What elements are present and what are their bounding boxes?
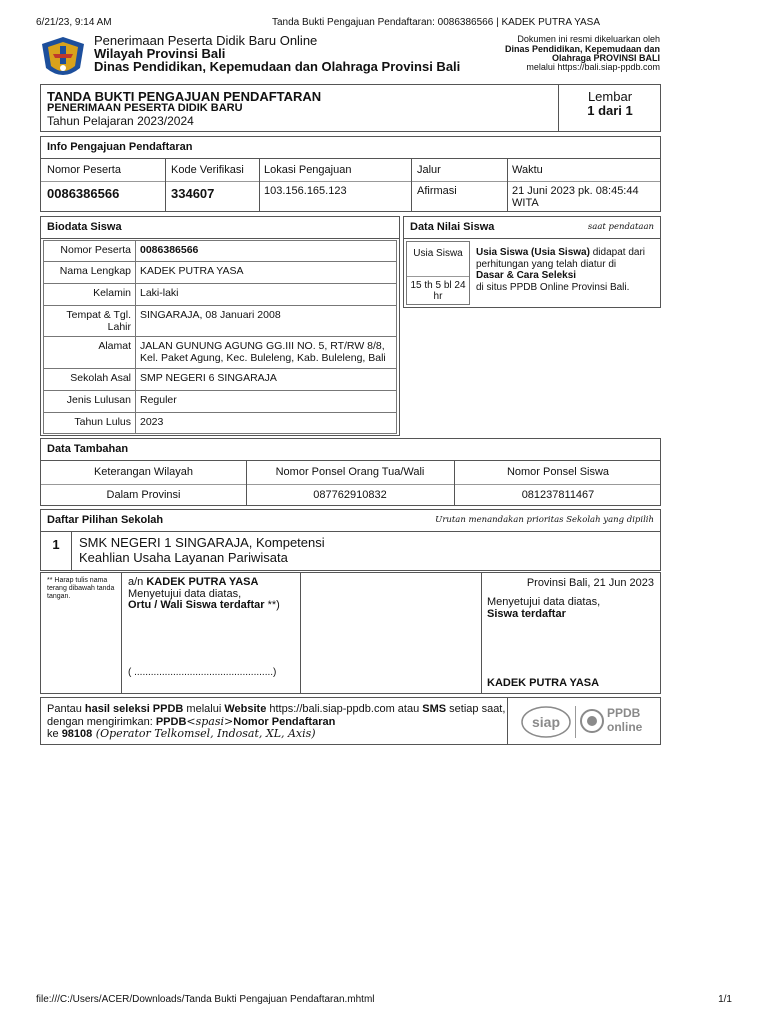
doc-subtitle: PENERIMAAN PESERTA DIDIK BARU <box>47 102 243 114</box>
biodata-sekolah-value: SMP NEGERI 6 SINGARAJA <box>136 369 397 391</box>
nilai-description: Usia Siswa (Usia Siswa) didapat dari perhitungan yang telah diatur di Dasar & Cara Seleksi di situs PPDB Online Provinsi Bali. <box>476 247 645 293</box>
usia-cell <box>406 241 470 305</box>
table-row: Jenis Lulusan Reguler <box>44 391 397 413</box>
print-datetime: 6/21/23, 9:14 AM <box>36 17 112 28</box>
tambahan-wilayah-value: Dalam Provinsi <box>106 489 181 501</box>
sheet-value: 1 dari 1 <box>587 103 633 118</box>
info-header-waktu: Waktu <box>512 164 543 176</box>
usia-label: Usia Siswa <box>413 248 463 259</box>
table-row: Nomor Peserta 0086386566 <box>44 241 397 262</box>
student-signature-name: KADEK PUTRA YASA <box>487 677 600 689</box>
pilihan-school: SMK NEGERI 1 SINGARAJA, Kompetensi Keahlian Usaha Layanan Pariwisata <box>79 535 325 565</box>
header-line3: Dinas Pendidikan, Kepemudaan dan Olahraga Provinsi Bali <box>94 59 461 74</box>
usia-value: 15 th 5 bl 24 hr <box>410 280 466 302</box>
biodata-nomor-value: 0086386566 <box>136 241 397 262</box>
header-right1: Dokumen ini resmi dikeluarkan oleh <box>517 34 660 44</box>
print-page-number: 1/1 <box>718 994 732 1005</box>
tambahan-siswa-value: 081237811467 <box>521 489 595 501</box>
siswa-sign-block: Menyetujui data diatas, Siswa terdaftar <box>487 596 601 620</box>
biodata-ttl-value: SINGARAJA, 08 Januari 2008 <box>136 306 397 337</box>
siap-logo-text: siap <box>531 714 560 730</box>
biodata-title: Biodata Siswa <box>41 217 399 239</box>
tambahan-ortu-value: 087762910832 <box>313 489 387 501</box>
table-row: Nama Lengkap KADEK PUTRA YASA <box>44 262 397 284</box>
nilai-title: Data Nilai Siswa <box>404 217 660 239</box>
table-row: Kelamin Laki-laki <box>44 284 397 306</box>
signature-section <box>40 572 661 694</box>
sign-note: ** Harap tulis nama terang dibawah tanda tangan. <box>47 577 115 601</box>
siap-logo <box>521 706 571 738</box>
bali-emblem-icon <box>38 36 88 82</box>
print-page-title: Tanda Bukti Pengajuan Pendaftaran: 0086386566 | KADEK PUTRA YASA <box>272 17 601 28</box>
tambahan-header-wilayah: Keterangan Wilayah <box>93 466 194 478</box>
pilihan-section <box>40 509 661 571</box>
ortu-signature-blank: ( ..................................................) <box>128 667 277 678</box>
ppdb-online-text: online <box>607 720 643 734</box>
biodata-kelamin-value: Laki-laki <box>136 284 397 306</box>
footer-text: Pantau hasil seleksi PPDB melalui Website https://bali.siap-ppdb.com atau SMS setiap saat, dengan mengirimkan: PPDB<spasi>Nomor Pendaftaran ke 98108 (Operator Telkomsel, Indosat, XL, Axis) <box>47 703 506 741</box>
biodata-tahun-value: 2023 <box>136 413 397 434</box>
pilihan-title: Daftar Pilihan Sekolah <box>41 510 660 532</box>
info-header-nomor: Nomor Peserta <box>47 164 121 176</box>
info-header-kode: Kode Verifikasi <box>171 164 244 176</box>
header-right2: Dinas Pendidikan, Kepemudaan dan <box>504 44 660 54</box>
doc-title: TANDA BUKTI PENGAJUAN PENDAFTARAN <box>47 89 322 104</box>
biodata-section <box>40 216 400 436</box>
tambahan-section <box>40 438 661 506</box>
sheet-label: Lembar <box>587 89 633 104</box>
header-line2: Wilayah Provinsi Bali <box>94 46 226 61</box>
title-box <box>40 84 661 132</box>
table-row: Sekolah Asal SMP NEGERI 6 SINGARAJA <box>44 369 397 391</box>
doc-year: Tahun Pelajaran 2023/2024 <box>47 114 194 128</box>
info-lokasi-value: 103.156.165.123 <box>264 185 347 197</box>
info-title: Info Pengajuan Pendaftaran <box>41 137 660 159</box>
biodata-nama-value: KADEK PUTRA YASA <box>136 262 397 284</box>
info-section <box>40 136 661 212</box>
biodata-lulusan-value: Reguler <box>136 391 397 413</box>
header-line1: Penerimaan Peserta Didik Baru Online <box>94 33 318 48</box>
table-row: Tempat & Tgl. Lahir SINGARAJA, 08 Januari 2008 <box>44 306 397 337</box>
tambahan-header-siswa: Nomor Ponsel Siswa <box>506 466 610 478</box>
table-row: Tahun Lulus 2023 <box>44 413 397 434</box>
biodata-table <box>43 240 397 434</box>
nilai-note: saat pendataan <box>587 222 654 232</box>
table-row: Alamat JALAN GUNUNG AGUNG GG.III NO. 5, RT/RW 8/8, Kel. Paket Agung, Kec. Buleleng, Kab. Buleleng, Bali <box>44 337 397 369</box>
tambahan-header-ortu: Nomor Ponsel Orang Tua/Wali <box>275 466 425 478</box>
sign-place-date: Provinsi Bali, 21 Jun 2023 <box>526 577 654 589</box>
ppdb-logo-icon <box>579 706 605 736</box>
tambahan-title: Data Tambahan <box>41 439 660 461</box>
info-waktu-value: 21 Juni 2023 pk. 08:45:44 WITA <box>512 185 639 210</box>
pilihan-number: 1 <box>52 537 60 552</box>
info-jalur-value: Afirmasi <box>417 185 457 197</box>
pilihan-note: Urutan menandakan prioritas Sekolah yang dipilih <box>435 515 654 525</box>
header-right4: melalui https://bali.siap-ppdb.com <box>526 62 660 72</box>
info-header-lokasi: Lokasi Pengajuan <box>264 164 352 176</box>
nilai-section <box>403 216 661 308</box>
footer-section <box>40 697 661 745</box>
ortu-sign-block: a/n KADEK PUTRA YASA Menyetujui data diatas, Ortu / Wali Siswa terdaftar **) <box>128 576 280 612</box>
print-file-path: file:///C:/Users/ACER/Downloads/Tanda Bukti Pengajuan Pendaftaran.mhtml <box>36 994 375 1005</box>
info-header-jalur: Jalur <box>417 164 441 176</box>
header-right3: Olahraga PROVINSI BALI <box>551 53 660 63</box>
info-nomor-value: 0086386566 <box>47 186 120 201</box>
ppdb-logo-text: PPDB <box>607 706 641 720</box>
biodata-alamat-value: JALAN GUNUNG AGUNG GG.III NO. 5, RT/RW 8/8, Kel. Paket Agung, Kec. Buleleng, Kab. Buleleng, Bali <box>136 337 397 369</box>
info-kode-value: 334607 <box>171 186 215 201</box>
